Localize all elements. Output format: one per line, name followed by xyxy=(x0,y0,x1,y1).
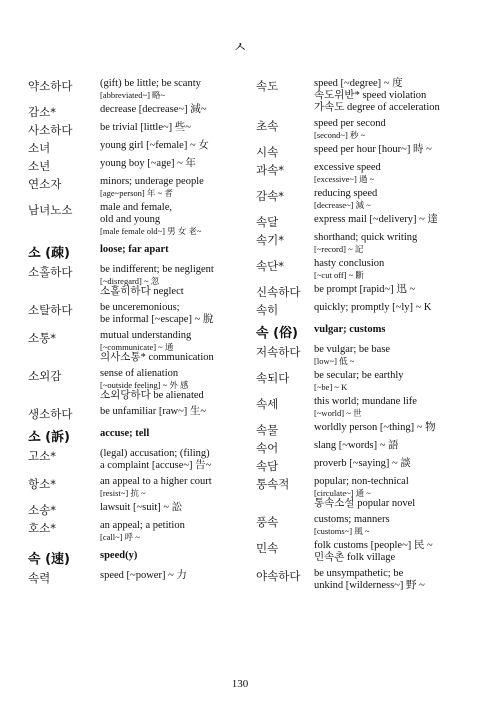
definition-line: minors; underage people xyxy=(100,176,204,187)
definition-line: express mail [~delivery] ~ 達 xyxy=(314,214,438,225)
definition-line: [~record] ~ 記 xyxy=(314,244,364,254)
definition-line: an appeal; a petition xyxy=(100,520,185,531)
definition-line: [abbreviated~] 略~ xyxy=(100,90,166,100)
entry-headword: 감속* xyxy=(256,189,284,203)
dictionary-entry xyxy=(28,122,238,136)
entry-headword: 연소자 xyxy=(28,177,62,191)
definition-line: [~be] ~ K xyxy=(314,382,348,392)
definition-line: sense of alienation xyxy=(100,368,179,379)
dictionary-entry xyxy=(28,502,238,516)
definition-line: [~communicate] ~ 通 xyxy=(100,342,174,352)
dictionary-entry xyxy=(28,104,238,118)
entry-headword: 통속적 xyxy=(256,477,290,491)
entry-definition xyxy=(314,422,465,434)
entry-definition xyxy=(314,144,465,156)
dictionary-entry xyxy=(28,520,238,542)
definition-line: [low~] 低 ~ xyxy=(314,356,355,366)
definition-line: be trivial [little~] 些~ xyxy=(100,122,191,133)
definition-line: [~world] ~ 世 xyxy=(314,408,362,418)
entry-definition xyxy=(100,158,238,170)
entry-headword: 과속* xyxy=(256,163,284,177)
dictionary-entry xyxy=(250,284,465,298)
entry-definition xyxy=(314,188,465,210)
entry-headword: 남녀노소 xyxy=(28,203,73,217)
entry-definition xyxy=(100,330,238,364)
section-meaning xyxy=(100,242,238,258)
entry-definition xyxy=(314,476,465,510)
definition-line: [circulate~] 通 ~ xyxy=(314,488,371,498)
section-meaning xyxy=(100,548,238,564)
entry-headword: 속담 xyxy=(256,459,279,473)
entry-definition xyxy=(314,214,465,226)
section-character: 소 (疎) xyxy=(28,246,70,261)
dictionary-entry xyxy=(250,422,465,436)
definition-line: 민속촌 folk village xyxy=(314,552,396,563)
definition-line: be vulgar; be base xyxy=(314,344,391,355)
section-meaning xyxy=(314,322,465,338)
entry-headword: 신속하다 xyxy=(256,285,301,299)
dictionary-entry xyxy=(250,396,465,418)
entry-headword: 소외감 xyxy=(28,369,62,383)
definition-line: male and female, xyxy=(100,202,173,213)
definition-line: 소홀히하다 neglect xyxy=(100,286,184,297)
definition-line: [~disregard] ~ 忽 xyxy=(100,276,160,286)
entry-headword: 소년 xyxy=(28,159,51,173)
entry-definition xyxy=(100,302,238,326)
definition-line: 통속소설 popular novel xyxy=(314,498,416,509)
entry-headword: 항소* xyxy=(28,477,56,491)
definition-line: [excessive~] 過 ~ xyxy=(314,174,375,184)
definition-line: this world; mundane life xyxy=(314,396,417,407)
section-heading xyxy=(28,242,238,261)
entry-headword: 감소* xyxy=(28,105,56,119)
section-meaning xyxy=(100,426,238,442)
entry-definition xyxy=(100,476,238,498)
definition-line: be unfamiliar [raw~] 生~ xyxy=(100,406,207,417)
entry-definition xyxy=(314,344,465,366)
definition-line: customs; manners xyxy=(314,514,390,525)
right-column xyxy=(250,78,465,596)
entry-headword: 초속 xyxy=(256,119,279,133)
dictionary-entry xyxy=(250,540,465,564)
definition-line: speed [~power] ~ 力 xyxy=(100,570,187,581)
definition-line: old and young xyxy=(100,214,161,225)
definition-line: vulgar; customs xyxy=(314,324,386,335)
definition-line: speed per hour [hour~] 時 ~ xyxy=(314,144,432,155)
entry-definition xyxy=(100,122,238,134)
dictionary-entry xyxy=(28,176,238,198)
dictionary-entry xyxy=(250,568,465,592)
entry-headword: 속세 xyxy=(256,397,279,411)
entry-headword: 속력 xyxy=(28,571,51,585)
entry-definition xyxy=(314,568,465,592)
entry-headword: 저속하다 xyxy=(256,345,301,359)
entry-headword: 속물 xyxy=(256,423,279,437)
left-column xyxy=(28,78,238,588)
entry-definition xyxy=(314,440,465,452)
dictionary-entry xyxy=(250,514,465,536)
dictionary-entry xyxy=(250,344,465,366)
entry-headword: 사소하다 xyxy=(28,123,73,137)
entry-definition xyxy=(314,232,465,254)
dictionary-entry xyxy=(250,188,465,210)
section-character: 속 (速) xyxy=(28,552,70,567)
definition-line: [age~person] 年 ~ 者 xyxy=(100,188,173,198)
dictionary-entry xyxy=(250,214,465,228)
entry-definition xyxy=(100,202,238,236)
dictionary-entry xyxy=(28,476,238,498)
entry-definition xyxy=(100,570,238,582)
definition-line: accuse; tell xyxy=(100,428,150,439)
entry-definition xyxy=(100,104,238,116)
entry-definition xyxy=(100,176,238,198)
dictionary-entry xyxy=(28,368,238,402)
dictionary-entry xyxy=(28,264,238,298)
definition-line: be secular; be earthly xyxy=(314,370,404,381)
dictionary-entry xyxy=(28,330,238,364)
page-header-letter: ㅅ xyxy=(232,40,248,56)
entry-headword: 야속하다 xyxy=(256,569,301,583)
entry-headword: 시속 xyxy=(256,145,279,159)
definition-line: a complaint [accuse~] 告~ xyxy=(100,460,212,471)
entry-headword: 호소* xyxy=(28,521,56,535)
definition-line: excessive speed xyxy=(314,162,381,173)
section-heading xyxy=(28,548,238,567)
entry-headword: 속기* xyxy=(256,233,284,247)
dictionary-entry xyxy=(28,202,238,236)
dictionary-entry xyxy=(250,162,465,184)
dictionary-entry xyxy=(250,118,465,140)
entry-headword: 소송* xyxy=(28,503,56,517)
entry-definition xyxy=(100,264,238,298)
entry-definition xyxy=(314,514,465,536)
entry-headword: 고소* xyxy=(28,449,56,463)
definition-line: loose; far apart xyxy=(100,244,169,255)
entry-headword: 생소하다 xyxy=(28,407,73,421)
definition-line: be unceremonious; xyxy=(100,302,180,313)
definition-line: shorthand; quick writing xyxy=(314,232,418,243)
dictionary-entry xyxy=(250,458,465,472)
definition-line: hasty conclusion xyxy=(314,258,385,269)
entry-headword: 속되다 xyxy=(256,371,290,385)
dictionary-entry xyxy=(28,406,238,420)
entry-headword: 소녀 xyxy=(28,141,51,155)
entry-headword: 소탈하다 xyxy=(28,303,73,317)
definition-line: mutual understanding xyxy=(100,330,192,341)
entry-headword: 속도 xyxy=(256,79,279,93)
definition-line: [second~] 秒 ~ xyxy=(314,130,366,140)
definition-line: reducing speed xyxy=(314,188,378,199)
definition-line: [call~] 呼 ~ xyxy=(100,532,140,542)
dictionary-entry xyxy=(250,258,465,280)
dictionary-entry xyxy=(28,302,238,326)
section-heading xyxy=(250,322,465,341)
definition-line: quickly; promptly [~ly] ~ K xyxy=(314,302,432,313)
definition-line: be prompt [rapid~] 迅 ~ xyxy=(314,284,416,295)
definition-line: an appeal to a higher court xyxy=(100,476,212,487)
dictionary-entry xyxy=(28,570,238,584)
entry-headword: 속히 xyxy=(256,303,279,317)
dictionary-entry xyxy=(250,476,465,510)
definition-line: lawsuit [~suit] ~ 訟 xyxy=(100,502,183,513)
definition-line: slang [~words] ~ 語 xyxy=(314,440,399,451)
dictionary-entry xyxy=(250,440,465,454)
definition-line: [~outside feeling] ~ 外 感 xyxy=(100,380,189,390)
definition-line: decrease [decrease~] 減~ xyxy=(100,104,207,115)
definition-line: 가속도 degree of acceleration xyxy=(314,102,440,113)
definition-line: [customs~] 風 ~ xyxy=(314,526,370,536)
entry-headword: 속어 xyxy=(256,441,279,455)
entry-headword: 속달 xyxy=(256,215,279,229)
definition-line: be indifferent; be negligent xyxy=(100,264,214,275)
dictionary-entry xyxy=(250,370,465,392)
entry-definition xyxy=(314,284,465,296)
definition-line: young girl [~female] ~ 女 xyxy=(100,140,209,151)
entry-headword: 소통* xyxy=(28,331,56,345)
entry-definition xyxy=(314,162,465,184)
entry-definition xyxy=(314,78,465,114)
entry-definition xyxy=(100,520,238,542)
section-character: 소 (訴) xyxy=(28,430,70,445)
definition-line: 속도위반* speed violation xyxy=(314,90,427,101)
entry-definition xyxy=(314,258,465,280)
section-character: 속 (俗) xyxy=(256,326,298,341)
definition-line: unkind [wilderness~] 野 ~ xyxy=(314,580,425,591)
definition-line: [resist~] 抗 ~ xyxy=(100,488,146,498)
entry-definition xyxy=(100,368,238,402)
definition-line: [decrease~] 減 ~ xyxy=(314,200,371,210)
dictionary-entry xyxy=(250,302,465,316)
entry-definition xyxy=(100,502,238,514)
entry-headword: 속단* xyxy=(256,259,284,273)
section-heading xyxy=(28,426,238,445)
entry-definition xyxy=(314,302,465,314)
dictionary-entry xyxy=(28,158,238,172)
definition-line: (gift) be little; be scanty xyxy=(100,78,201,89)
dictionary-entry xyxy=(250,78,465,114)
entry-headword: 풍속 xyxy=(256,515,279,529)
definition-line: [male female old~] 男 女 老~ xyxy=(100,226,202,236)
definition-line: folk customs [people~] 民 ~ xyxy=(314,540,433,551)
dictionary-entry xyxy=(28,448,238,472)
definition-line: speed per second xyxy=(314,118,386,129)
definition-line: be informal [~escape] ~ 脫 xyxy=(100,314,214,325)
entry-definition xyxy=(100,140,238,152)
definition-line: speed(y) xyxy=(100,550,138,561)
entry-definition xyxy=(100,448,238,472)
definition-line: [~cut off] ~ 斷 xyxy=(314,270,364,280)
definition-line: proverb [~saying] ~ 談 xyxy=(314,458,411,469)
entry-definition xyxy=(314,370,465,392)
definition-line: 소외당하다 be alienated xyxy=(100,390,204,401)
entry-definition xyxy=(314,396,465,418)
definition-line: (legal) accusation; (filing) xyxy=(100,448,210,459)
dictionary-entry xyxy=(250,144,465,158)
entry-headword: 약소하다 xyxy=(28,79,73,93)
definition-line: be unsympathetic; be xyxy=(314,568,404,579)
definition-line: 의사소통* communication xyxy=(100,352,214,363)
definition-line: speed [~degree] ~ 度 xyxy=(314,78,403,89)
definition-line: popular; non-technical xyxy=(314,476,409,487)
dictionary-entry xyxy=(250,232,465,254)
entry-headword: 민속 xyxy=(256,541,279,555)
dictionary-entry xyxy=(28,140,238,154)
dictionary-entry xyxy=(28,78,238,100)
entry-definition xyxy=(100,406,238,418)
definition-line: young boy [~age] ~ 年 xyxy=(100,158,196,169)
entry-definition xyxy=(314,118,465,140)
entry-definition xyxy=(314,540,465,564)
entry-headword: 소홀하다 xyxy=(28,265,73,279)
entry-definition xyxy=(314,458,465,470)
definition-line: worldly person [~thing] ~ 物 xyxy=(314,422,436,433)
entry-definition xyxy=(100,78,238,100)
page-number: 130 xyxy=(231,678,249,690)
